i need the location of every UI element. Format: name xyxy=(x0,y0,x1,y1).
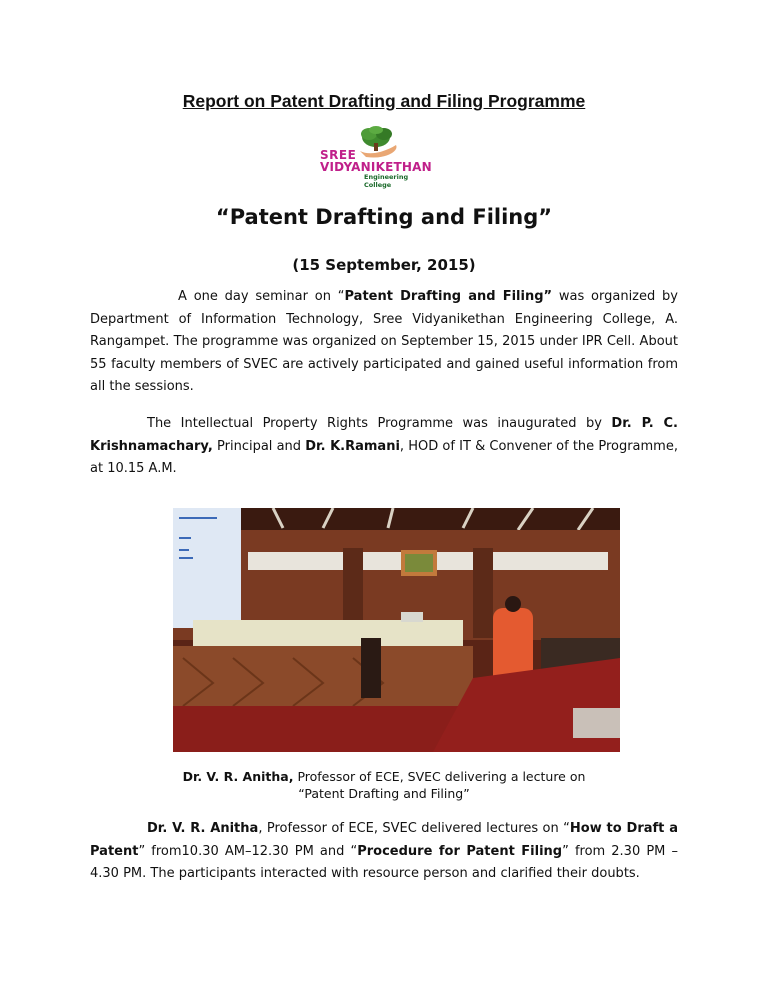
lecture-photo xyxy=(173,508,620,752)
report-title: Report on Patent Drafting and Filing Programme xyxy=(182,91,586,111)
paragraph-lectures: Dr. V. R. Anitha, Professor of ECE, SVEC delivered lectures on “How to Draft a Patent” from10.30 AM–12.30 PM and “Procedure for Patent Filing” from 2.30 PM – 4.30 PM. The participants interacted with resource person and clarified their doubts. xyxy=(90,821,678,881)
logo-line-1: SREE xyxy=(320,148,357,162)
college-logo xyxy=(314,125,436,191)
logo-line-3: Engineering College xyxy=(364,173,409,189)
seminar-heading: “Patent Drafting and Filing” xyxy=(215,205,553,229)
logo-line-2: VIDYANIKETHAN xyxy=(320,160,432,174)
photo-caption: Dr. V. R. Anitha, Professor of ECE, SVEC delivering a lecture on “Patent Drafting and Filing” xyxy=(182,769,586,801)
seminar-date: (15 September, 2015) xyxy=(292,256,476,274)
paragraph-intro: A one day seminar on “Patent Drafting and Filing” was organized by Department of Information Technology, Sree Vidyanikethan Engineering College, A. Rangampet. The programme was organized on September 15, 2015 under IPR Cell. About 55 faculty members of SVEC are actively participated and gained useful information from all the sessions. xyxy=(90,289,678,394)
paragraph-inauguration: The Intellectual Property Rights Programme was inaugurated by Dr. P. C. Krishnamachary, Principal and Dr. K.Ramani, HOD of IT & Convener of the Programme, at 10.15 A.M. xyxy=(90,416,678,476)
